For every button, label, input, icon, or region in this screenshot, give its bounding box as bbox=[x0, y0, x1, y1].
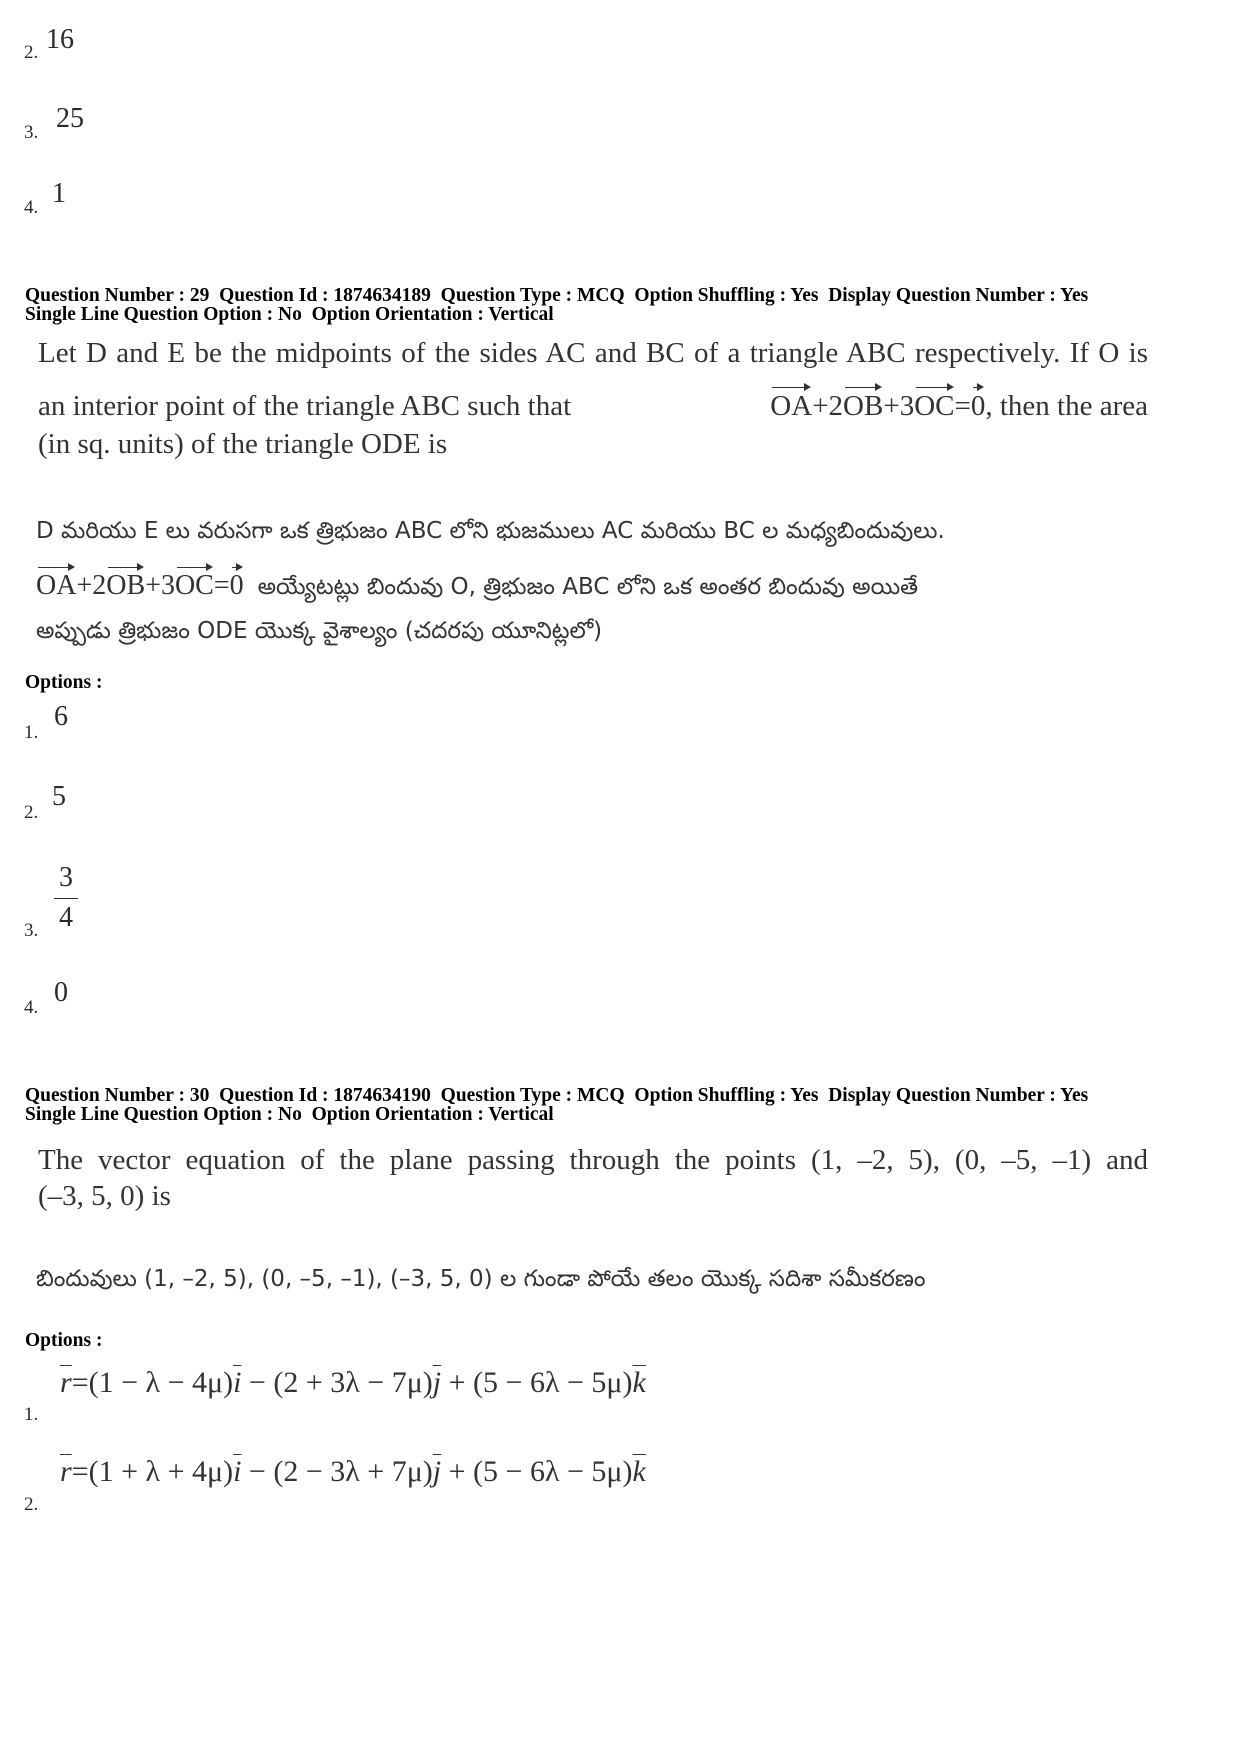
math-operator: +3 bbox=[883, 390, 915, 422]
question-text-telugu: అప్పుడు త్రిభుజం ODE యొక్క వైశాల్యం (చదరపు యూనిట్లలో) bbox=[36, 618, 603, 644]
option-value: 0 bbox=[54, 977, 68, 1008]
option-number: 3. bbox=[24, 122, 39, 143]
option-value: 25 bbox=[56, 103, 84, 134]
question-meta: Question Number : 29 Question Id : 1874634189 Question Type : MCQ Option Shuffling : Yes Display Question Number : Yes bbox=[25, 285, 1089, 306]
vector-ob: OB bbox=[843, 384, 883, 423]
vector-oa: OA bbox=[770, 384, 812, 423]
math-symbol: $\overline{r}$ bbox=[60, 1455, 72, 1488]
option-number: 1. bbox=[24, 722, 39, 743]
question-text-fragment: , then the area bbox=[985, 390, 1148, 422]
option-value: 1 bbox=[52, 178, 66, 209]
question-text-telugu: D మరియు E లు వరుసగా ఒక త్రిభుజం ABC లోని భుజములు AC మరియు BC ల మధ్యబిందువులు. bbox=[36, 518, 945, 544]
question-text-line bbox=[38, 384, 1148, 423]
question-text-telugu: బిందువులు (1, –2, 5), (0, –5, –1), (–3, 5, 0) ల గుండా పోయే తలం యొక్క సదిశా సమీకరణం bbox=[36, 1266, 926, 1292]
vector-oc: OC bbox=[914, 384, 954, 423]
question-text-telugu bbox=[36, 564, 918, 606]
option-fraction bbox=[54, 862, 78, 934]
option-number: 4. bbox=[24, 997, 39, 1018]
math-term: − (2 + 3λ − 7μ) bbox=[241, 1366, 433, 1399]
math-operator: +3 bbox=[145, 570, 175, 601]
math-term: (1 − λ − 4μ) bbox=[88, 1366, 234, 1399]
question-text-line: The vector equation of the plane passing through the points (1, –2, 5), (0, –5, –1) and bbox=[38, 1144, 1148, 1176]
option-number: 2. bbox=[24, 802, 39, 823]
math-symbol: $\overline{k}$ bbox=[632, 1455, 646, 1488]
option-number: 3. bbox=[24, 920, 39, 941]
option-number: 4. bbox=[24, 197, 39, 218]
question-text-line: (–3, 5, 0) is bbox=[38, 1180, 171, 1212]
math-term: + (5 − 6λ − 5μ) bbox=[441, 1366, 633, 1399]
fraction-denominator: 4 bbox=[59, 902, 73, 933]
vector-zero: 0 bbox=[971, 384, 986, 423]
math-symbol: $\overline{r}$ bbox=[60, 1366, 72, 1399]
option-value: 16 bbox=[46, 24, 74, 55]
math-term: + (5 − 6λ − 5μ) bbox=[441, 1455, 633, 1488]
option-value: 6 bbox=[54, 701, 68, 732]
fraction-numerator: 3 bbox=[59, 862, 73, 893]
option-number: 1. bbox=[24, 1404, 39, 1425]
options-label: Options : bbox=[25, 1330, 103, 1351]
option-equation bbox=[60, 1455, 646, 1489]
math-operator: = bbox=[213, 570, 230, 601]
fraction-bar bbox=[54, 898, 78, 899]
option-number: 2. bbox=[24, 1494, 39, 1515]
math-operator: = bbox=[954, 390, 971, 422]
vector-zero: 0 bbox=[230, 564, 244, 602]
math-operator: +2 bbox=[812, 390, 844, 422]
question-meta: Single Line Question Option : No Option Orientation : Vertical bbox=[25, 1104, 554, 1125]
math-operator: +2 bbox=[76, 570, 107, 601]
question-meta: Single Line Question Option : No Option Orientation : Vertical bbox=[25, 304, 554, 325]
option-number: 2. bbox=[24, 42, 39, 63]
math-term: (1 + λ + 4μ) bbox=[88, 1455, 234, 1488]
option-value: 5 bbox=[52, 781, 66, 812]
math-symbol: $\overline{i}$ bbox=[233, 1366, 242, 1399]
math-operator: = bbox=[71, 1366, 89, 1399]
question-text-fragment: an interior point of the triangle ABC such that bbox=[38, 390, 572, 422]
vector-oc: OC bbox=[175, 564, 214, 602]
vector-oa: OA bbox=[36, 564, 76, 602]
vector-equation bbox=[770, 384, 1148, 423]
options-label: Options : bbox=[25, 672, 103, 693]
question-text-line: Let D and E be the midpoints of the sides AC and BC of a triangle ABC respectively. If O is bbox=[38, 337, 1148, 369]
option-equation bbox=[60, 1366, 646, 1400]
math-operator: = bbox=[71, 1455, 89, 1488]
question-text-line: (in sq. units) of the triangle ODE is bbox=[38, 428, 448, 460]
math-symbol: $\overline{i}$ bbox=[233, 1455, 242, 1488]
vector-ob: OB bbox=[106, 564, 145, 602]
math-symbol: $\overline{j}$ bbox=[432, 1455, 442, 1488]
math-term: − (2 − 3λ + 7μ) bbox=[241, 1455, 433, 1488]
math-symbol: $\overline{j}$ bbox=[432, 1366, 442, 1399]
question-meta: Question Number : 30 Question Id : 1874634190 Question Type : MCQ Option Shuffling : Yes Display Question Number : Yes bbox=[25, 1085, 1089, 1106]
vector-equation bbox=[36, 564, 244, 602]
question-text-fragment: అయ్యేటట్లు బిందువు O, త్రిభుజం ABC లోని ఒక అంతర బిందువు అయితే bbox=[257, 574, 919, 600]
math-symbol: $\overline{k}$ bbox=[632, 1366, 646, 1399]
